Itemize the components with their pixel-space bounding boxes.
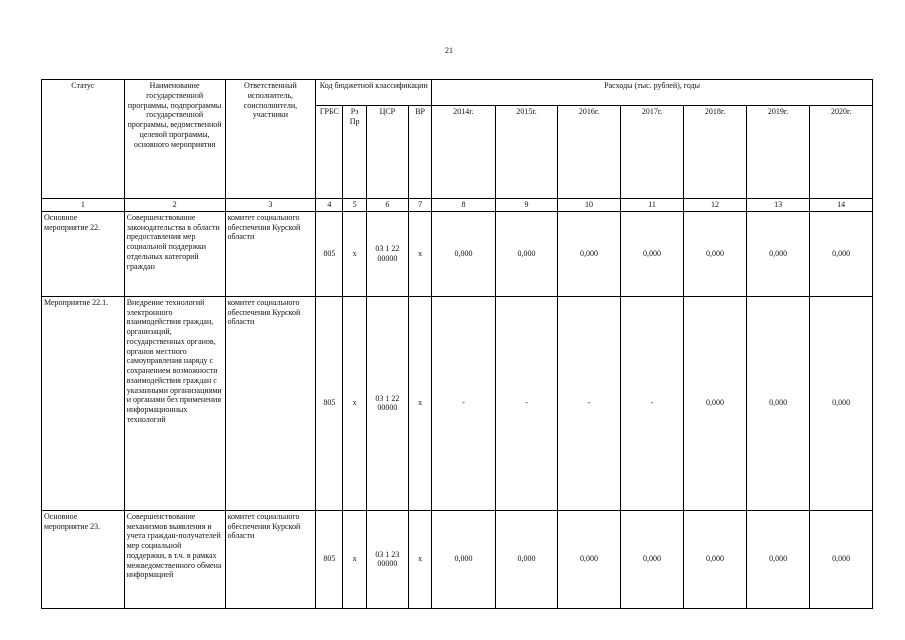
column-number: 4	[316, 199, 343, 212]
header-year: 2015г.	[495, 106, 558, 199]
row-value: -	[495, 296, 558, 510]
row-vr: х	[409, 211, 432, 296]
row-rzpr: х	[343, 211, 366, 296]
page-number: 21	[445, 46, 453, 55]
row-value: 0,000	[810, 211, 873, 296]
table-row	[42, 211, 873, 296]
row-value: -	[558, 296, 621, 510]
header-status: Статус	[42, 80, 125, 199]
row-value: 0,000	[432, 510, 496, 608]
row-value: 0,000	[495, 211, 558, 296]
header-responsible: Ответственный исполнитель, соисполнители, участники	[225, 80, 316, 199]
row-value: 0,000	[684, 211, 747, 296]
header-year: 2019г.	[746, 106, 810, 199]
row-status: Основное мероприятие 23.	[42, 510, 125, 608]
row-responsible: комитет социального обеспечения Курской области	[225, 510, 316, 608]
column-number: 3	[225, 199, 316, 212]
row-grbs: 805	[316, 296, 343, 510]
header-year: 2014г.	[432, 106, 496, 199]
table-row	[42, 510, 873, 608]
row-value: 0,000	[495, 510, 558, 608]
header-csr: ЦСР	[366, 106, 408, 199]
header-name: Наименование государственной программы, подпрограммы государственной программы, ведомственной целевой программы, основного мероприятия	[124, 80, 225, 199]
row-grbs: 805	[316, 211, 343, 296]
row-rzpr: х	[343, 296, 366, 510]
row-value: 0,000	[558, 510, 621, 608]
table-row	[42, 296, 873, 510]
header-expenses: Расходы (тыс. рублей), годы	[432, 80, 873, 106]
row-value: 0,000	[746, 296, 810, 510]
column-number: 7	[409, 199, 432, 212]
row-value: 0,000	[810, 296, 873, 510]
column-number: 11	[620, 199, 684, 212]
row-csr: 03 1 22 00000	[366, 296, 408, 510]
header-year: 2016г.	[558, 106, 621, 199]
row-name: Совершенствование механизмов выявления и учета граждан-получателей мер социальной поддержки, в т.ч. в рамках межведомственного обмена информацией	[124, 510, 225, 608]
column-number: 14	[810, 199, 873, 212]
header-budget-code: Код бюджетной классификации	[316, 80, 432, 106]
row-value: -	[620, 296, 684, 510]
row-value: 0,000	[746, 510, 810, 608]
row-responsible: комитет социального обеспечения Курской области	[225, 211, 316, 296]
row-value: 0,000	[620, 510, 684, 608]
row-vr: х	[409, 296, 432, 510]
header-year: 2017г.	[620, 106, 684, 199]
row-value: 0,000	[432, 211, 496, 296]
header-year: 2020г.	[810, 106, 873, 199]
column-number: 9	[495, 199, 558, 212]
row-value: 0,000	[620, 211, 684, 296]
header-year: 2018г.	[684, 106, 747, 199]
row-status: Мероприятие 22.1.	[42, 296, 125, 510]
column-number: 8	[432, 199, 496, 212]
row-value: 0,000	[684, 510, 747, 608]
row-value: 0,000	[810, 510, 873, 608]
header-grbs: ГРБС	[316, 106, 343, 199]
budget-table	[41, 79, 873, 609]
row-value: 0,000	[684, 296, 747, 510]
row-responsible: комитет социального обеспечения Курской области	[225, 296, 316, 510]
column-number: 5	[343, 199, 366, 212]
row-value: -	[432, 296, 496, 510]
row-csr: 03 1 23 00000	[366, 510, 408, 608]
header-vr: ВР	[409, 106, 432, 199]
column-number: 12	[684, 199, 747, 212]
row-grbs: 805	[316, 510, 343, 608]
row-value: 0,000	[746, 211, 810, 296]
row-name: Совершенствование законодательства в области предоставления мер социальной поддержки отдельных категорий граждан	[124, 211, 225, 296]
column-number: 13	[746, 199, 810, 212]
header-rzpr: Рз Пр	[343, 106, 366, 199]
row-rzpr: х	[343, 510, 366, 608]
row-csr: 03 1 22 00000	[366, 211, 408, 296]
column-number: 2	[124, 199, 225, 212]
column-number: 10	[558, 199, 621, 212]
row-name: Внедрение технологий электронного взаимодействия граждан, организаций, государственных органов, органов местного самоуправления наряду с сохранением возможности взаимодействия граждан с указанными организациями и органами без применения информационных технологий	[124, 296, 225, 510]
row-status: Основное мероприятие 22.	[42, 211, 125, 296]
column-number: 1	[42, 199, 125, 212]
column-number: 6	[366, 199, 408, 212]
row-value: 0,000	[558, 211, 621, 296]
row-vr: х	[409, 510, 432, 608]
